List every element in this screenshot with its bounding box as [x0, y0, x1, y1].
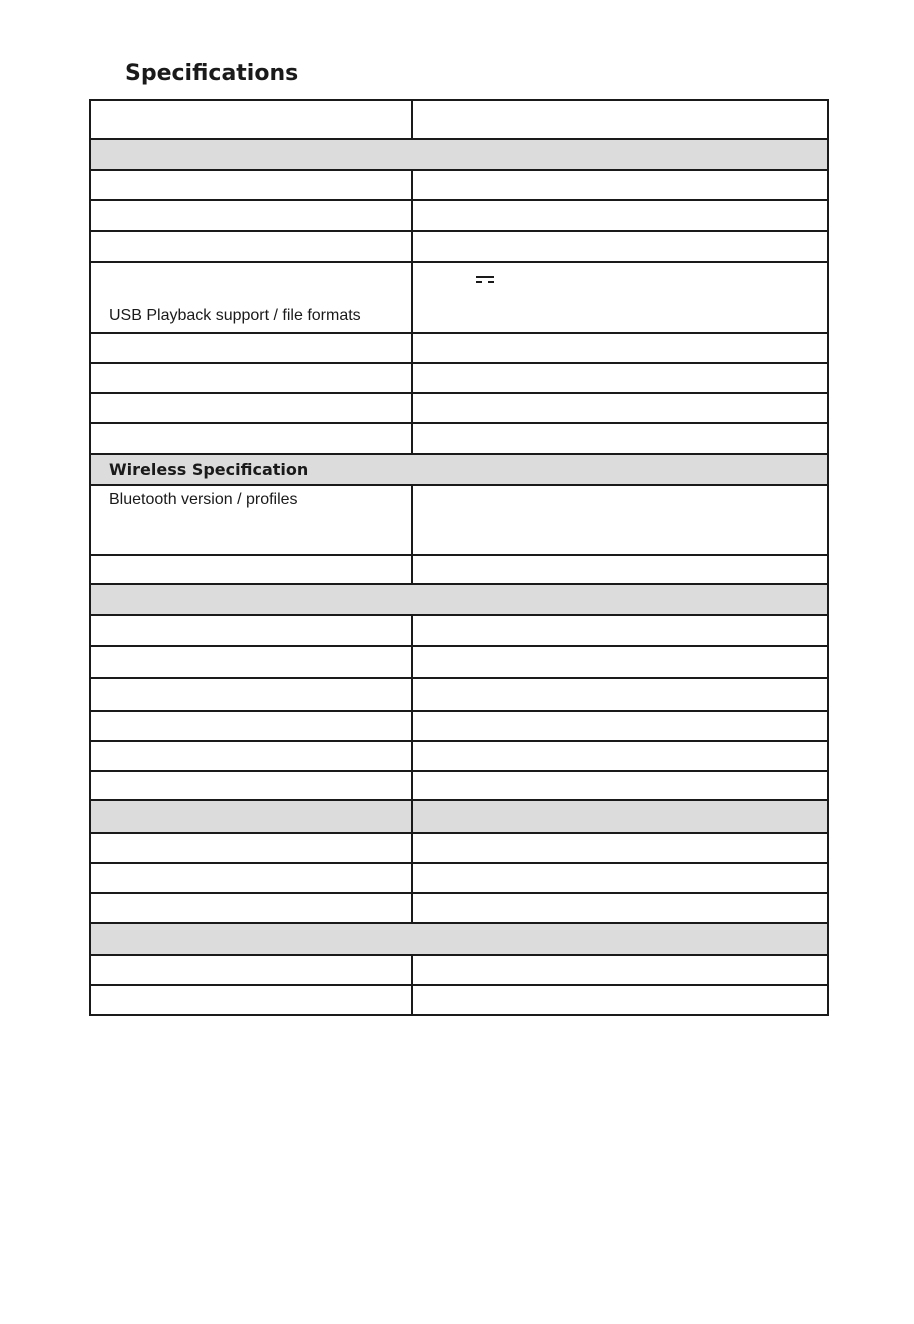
value-cell — [412, 363, 828, 393]
table-header-label-cell — [90, 100, 412, 139]
table-row — [90, 231, 828, 262]
label-cell — [90, 170, 412, 200]
value-cell — [412, 262, 828, 333]
dc-power-symbol-icon — [476, 276, 494, 284]
label-cell — [90, 333, 412, 363]
label-cell — [90, 863, 412, 893]
label-cell — [90, 893, 412, 923]
value-cell — [412, 985, 828, 1015]
specifications-table — [89, 99, 829, 1016]
label-cell — [90, 423, 412, 454]
table-row — [90, 393, 828, 423]
table-row — [90, 615, 828, 646]
label-cell — [90, 985, 412, 1015]
value-cell — [412, 393, 828, 423]
value-cell — [412, 955, 828, 985]
value-cell — [412, 200, 828, 231]
table-row — [90, 741, 828, 771]
table-row — [90, 262, 828, 333]
value-cell — [412, 170, 828, 200]
usb-playback-label: USB Playback support / file formats — [90, 262, 412, 333]
value-cell — [412, 833, 828, 863]
value-cell — [412, 741, 828, 771]
section-header-cell — [90, 923, 828, 955]
value-cell — [412, 555, 828, 584]
value-cell — [412, 423, 828, 454]
table-row — [90, 333, 828, 363]
table-row — [90, 893, 828, 923]
subsection-header-label-cell — [90, 800, 412, 833]
value-cell — [412, 893, 828, 923]
value-cell — [412, 678, 828, 711]
value-cell — [412, 615, 828, 646]
table-header-row — [90, 100, 828, 139]
label-cell — [90, 711, 412, 741]
label-cell — [90, 955, 412, 985]
table-row — [90, 985, 828, 1015]
label-cell — [90, 200, 412, 231]
value-cell — [412, 711, 828, 741]
value-cell — [412, 863, 828, 893]
table-row — [90, 955, 828, 985]
label-cell — [90, 363, 412, 393]
table-row — [90, 678, 828, 711]
table-row — [90, 711, 828, 741]
table-row — [90, 833, 828, 863]
table-row — [90, 363, 828, 393]
label-cell — [90, 741, 412, 771]
table-row — [90, 423, 828, 454]
page-title: Specifications — [125, 61, 299, 86]
value-cell — [412, 771, 828, 800]
label-cell — [90, 833, 412, 863]
label-cell — [90, 393, 412, 423]
subsection-header-value-cell — [412, 800, 828, 833]
label-cell — [90, 555, 412, 584]
table-row — [90, 485, 828, 555]
label-cell — [90, 615, 412, 646]
table-row — [90, 646, 828, 678]
table-row — [90, 555, 828, 584]
label-cell — [90, 231, 412, 262]
label-cell — [90, 646, 412, 678]
table-row — [90, 170, 828, 200]
value-cell — [412, 485, 828, 555]
value-cell — [412, 231, 828, 262]
table-row — [90, 863, 828, 893]
value-cell — [412, 646, 828, 678]
section-header-row — [90, 584, 828, 615]
table-header-value-cell — [412, 100, 828, 139]
value-cell — [412, 333, 828, 363]
section-header-row — [90, 923, 828, 955]
section-header-row — [90, 454, 828, 485]
table-row — [90, 771, 828, 800]
label-cell — [90, 678, 412, 711]
label-cell — [90, 771, 412, 800]
bluetooth-label: Bluetooth version / profiles — [90, 485, 412, 555]
section-header-row — [90, 139, 828, 170]
section-header-cell — [90, 139, 828, 170]
subsection-header-row — [90, 800, 828, 833]
wireless-section-title: Wireless Specification — [90, 454, 828, 485]
table-row — [90, 200, 828, 231]
section-header-cell — [90, 584, 828, 615]
